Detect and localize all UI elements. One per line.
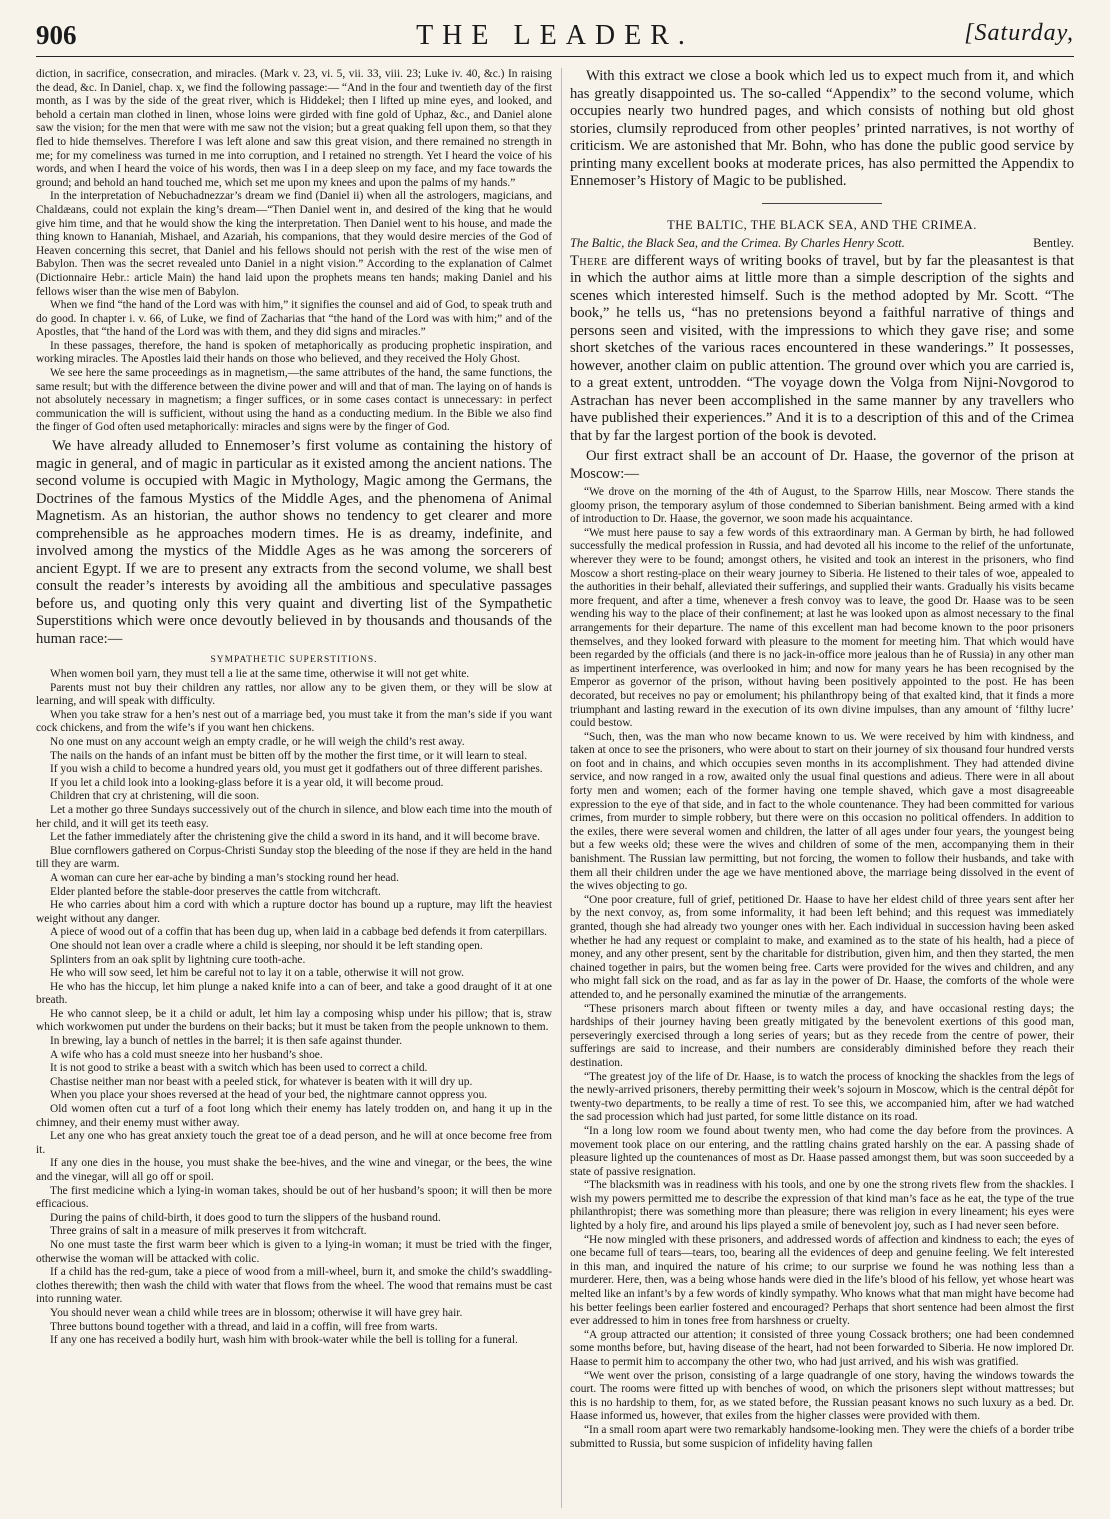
superstition-item: One should not lean over a cradle where a child is sleeping, nor should it be left standing open. <box>50 939 483 952</box>
superstition-item: Parents must not buy their children any rattles, nor allow any to be given them, or they will be slow at learning, and will speak with difficulty. <box>36 681 552 708</box>
superstition-item: He who cannot sleep, be it a child or adult, let him lay a composing whisp under his pillow; that is, straw which workwomen put under the burdens on their backs; but it must be taken from the people unknown to them. <box>36 1007 552 1034</box>
superstition-item: Let any one who has great anxiety touch the great toe of a dead person, and he will at once become free from it. <box>36 1130 552 1156</box>
quoted-paragraph: “In a small room apart were two remarkably handsome-looking men. They were the chiefs of a border tribe submitted to Russia, but some suspicion of infidelity having fallen <box>570 1423 1074 1450</box>
masthead <box>36 16 1074 57</box>
superstition-item: If any one has received a bodily hurt, wash him with brook-water while the bell is tolling for a funeral. <box>50 1334 518 1347</box>
superstition-item: A wife who has a cold must sneeze into her husband’s shoe. <box>50 1048 323 1061</box>
superstition-item: Old women often cut a turf of a foot long which their enemy has lately trodden on, and hang it up in the chimney, and their enemy must wither away. <box>36 1103 552 1129</box>
review-paragraph: We have already alluded to Ennemoser’s first volume as containing the history of magic in general, and of magic in particular as it existed among the ancient nations. The second volume is occupied with Magic in Mythology, Magic among the Germans, the Doctrines of the famous Mystics of the Middle Ages, and the phenomena of Animal Magnetism. As an historian, the author shows no tendency to get clearer and more comprehensible as he approaches modern times. He is as dreamy, indefinite, and involved among the mystics of the Middle Ages as he was among the sorcerers of ancient Egypt. If we are to present any extracts from the second volume, we shall best consult the reader’s interests by avoiding all the ambitious and speculative passages before us, and quoting only this very quaint and diverting list of the Sympathetic Superstitions which were once devoutly believed in by thousands and thousands of the human race:— <box>36 438 552 647</box>
superstition-item: Let the father immediately after the christening give the child a sword in its hand, and it will become brave. <box>50 831 540 844</box>
lead-word: There <box>570 252 608 269</box>
superstition-item: Blue cornflowers gathered on Corpus-Christi Sunday stop the bleeding of the nose if they are held in the hand till they are warm. <box>36 844 552 871</box>
article-paragraph: In these passages, therefore, the hand is spoken of metaphorically as producing prophetic inspiration, and working miracles. The Apostles laid their hands on those who believed, and they received the Holy Ghost. <box>36 339 552 366</box>
superstition-item: Three grains of salt in a measure of milk preserves it from witchcraft. <box>50 1225 367 1238</box>
superstition-item: When you place your shoes reversed at the head of your bed, the nightmare cannot oppress you. <box>50 1089 488 1102</box>
superstition-item: Splinters from an oak split by lightning cure tooth-ache. <box>50 953 306 966</box>
quoted-paragraph: “The greatest joy of the life of Dr. Haase, is to watch the process of knocking the shackles from the legs of the newly-arrived prisoners, thereby permitting their week’s sojourn in Moscow, which is the central dépôt for twenty-two departments, to be really a time of rest. To see this, we accompanied him, after we had watched the sad procession which had just parted, for some little distance on its road. <box>570 1070 1074 1124</box>
superstition-item: The nails on the hands of an infant must be bitten off by the mother the first time, or it will learn to steal. <box>50 749 528 762</box>
superstition-item: During the pains of child-birth, it does good to turn the slippers of the husband round. <box>50 1211 441 1224</box>
review-paragraph <box>570 253 1074 446</box>
superstition-item: If you let a child look into a looking-glass before it is a year old, it will become proud. <box>50 776 444 789</box>
superstition-item: In brewing, lay a bunch of nettles in the barrel; it is then safe against thunder. <box>50 1035 403 1048</box>
superstition-item: No one must taste the first warm beer which is given to a lying-in woman; it must be tried with the finger, otherwise the woman will be attacked with colic. <box>36 1238 552 1265</box>
superstition-item: Chastise neither man nor beast with a peeled stick, for whatever is beaten with it will dry up. <box>50 1075 473 1088</box>
page-number: 906 <box>36 20 77 50</box>
quoted-paragraph: “He now mingled with these prisoners, and addressed words of affection and kindness to each; the eyes of one became full of tears—tears, too, bearing all the evidences of deep and genuine feeling. We felt interested in this man, and inquired the nature of his crime; to our surprise we found he was nothing less than a murderer. Here, then, was a being whose hands were died in the life’s blood of his fellow, yet whose heart was melted like an infant’s by a few words of kindly sympathy. Who knows what that man might have become had his better feelings been earlier fostered and encouraged? Perhaps that short sentence had been almost the first ever addressed to him in tones free from harshness or cruelty. <box>570 1233 1074 1328</box>
book-citation: The Baltic, the Black Sea, and the Crimea. By Charles Henry Scott. <box>570 235 905 250</box>
quoted-paragraph: “In a long low room we found about twenty men, who had come the day before from the provinces. A movement took place on our entering, and the rattling chains grated harshly on the ear. A passing shade of pleasure lighted up the countenances of most as Dr. Haase passed amongst them, but was soon succeeded by a state of passive resignation. <box>570 1124 1074 1178</box>
quoted-paragraph: “These prisoners march about fifteen or twenty miles a day, and have occasional resting days; the hardships of their journey having been greatly mitigated by the benevolent exertions of this good man, perseveringly exercised through a long series of years; but as they recede from the centre of power, their sufferings are said to increase, and their numbers are considerably diminished before they reach their destination. <box>570 1002 1074 1069</box>
superstition-item: No one must on any account weigh an empty cradle, or he will weigh the child’s rest away. <box>50 736 465 748</box>
section-heading: SYMPATHETIC SUPERSTITIONS. <box>210 655 378 666</box>
review-paragraph: Our first extract shall be an account of Dr. Haase, the governor of the prison at Moscow:— <box>570 448 1074 482</box>
superstition-item: He who carries about him a cord with which a rupture doctor has bound up a rupture, may lift the heaviest weight without any danger. <box>36 899 552 925</box>
superstition-item: If you wish a child to become a hundred years old, you must get it godfathers out of three different parishes. <box>50 763 543 776</box>
article-byline <box>570 236 1074 251</box>
left-column <box>36 68 552 1508</box>
quoted-paragraph: “We went over the prison, consisting of a large quadrangle of one story, having the windows towards the court. The rooms were fitted up with benches of wood, on which the prisoners slept without mattresses; but this is no hardship to them, for, as we stated before, the Russian peasant knows no such luxury as a bed. Dr. Haase informed us, however, that exiles from the higher classes were provided with them. <box>570 1369 1074 1423</box>
superstition-item: It is not good to strike a beast with a switch which has been used to correct a child. <box>50 1062 428 1075</box>
article-paragraph: We see here the same proceedings as in magnetism,—the same attributes of the hand, the same functions, the same result; but with the difference between the divine power and will and that of man. The laying on of hands is not absolutely necessary in magnetism; a finger suffices, or in some cases contact is unnecessary: in perfect communication the will is sufficient, without using the hand as a conducting medium. In the Bible we also find the finger of God often used metaphorically: miracles and signs were by the finger of God. <box>36 367 552 434</box>
article-paragraph: In the interpretation of Nebuchadnezzar’s dream we find (Daniel ii) when all the astrologers, magicians, and Chaldæans, could not explain the king’s dream—“Then Daniel went in, and desired of the king that he would give him time, and that he would show the king the interpretation. Then Daniel went to his house, and made the thing known to Hananiah, Mishael, and Azariah, his companions, that they would desire mercies of the God of Heaven concerning this secret, that Daniel and his fellows should not perish with the rest of the wise men of Babylon. Then was the secret revealed unto Daniel in a night vision.” According to the explanation of Calmet (Dictionnaire Hebr.: article Main) the hand laid upon the prophets means ten hands; making Daniel and his fellows wiser than the wise men of Babylon. <box>36 190 552 298</box>
superstition-item: He who has the hiccup, let him plunge a naked knife into a can of beer, and take a good draught of it at one breath. <box>36 980 552 1007</box>
article-paragraph: diction, in sacrifice, consecration, and miracles. (Mark v. 23, vi. 5, vii. 33, viii. 23; Luke iv. 40, &c.) In raising the dead, &c. In Daniel, chap. x, we find the following passage:— “And in the four and twentieth day of the first month, as I was by the side of the great river, which is Hiddekel; then I lifted up mine eyes, and looked, and behold a certain man clothed in linen, whose loins were girded with fine gold of Uphaz, &c., and Daniel alone saw the vision; for the men that were with me saw not the vision; but a great quaking fell upon them, so that they fled to hide themselves. Therefore I was left alone and saw this great vision, and there remained no strength in me; for my comeliness was turned in me into corruption, and I retained no strength. Yet I heard the voice of his words, and when I heard the voice of his words, then was I in a deep sleep on my face, and my face towards the ground; and behold an hand touched me, which set me upon my knees and upon the palms of my hands.” <box>36 68 552 189</box>
quoted-paragraph: “We drove on the morning of the 4th of August, to the Sparrow Hills, near Moscow. There stands the gloomy prison, the temporary asylum of those condemned to Siberian banishment. Being armed with a kind of introduction to Dr. Haase, the governor, we soon made his acquaintance. <box>570 486 1074 526</box>
quoted-paragraph: “We must here pause to say a few words of this extraordinary man. A German by birth, he had followed successfully the medical profession in Russia, and had devoted all his income to the relief of the unfortunate, wherever they were to be found; amongst others, he visited and took an interest in the prisoners, who find Moscow a short resting-place on their weary journey to Siberia. He listened to their tales of woe, appealed to the authorities in their behalf, alleviated their sufferings, and supplied their wants. Gradually his visits became more frequent, and after a time, whenever a fresh convoy was to leave, the good Dr. Haase was to be seen wending his way to the place of their confinement; at last he was looked upon as almost necessary to the final arrangements for their departure. The name of this excellent man had become known to the poor prisoners themselves, and they looked forward with pleasure to the moment for meeting him. That which would have been regarded by the officials (and there is no jack-in-office more jealous than he of Russia) in any other man as impertinent interference, was overlooked in him; and now for many years he has been recognised by the Emperor as governor of the prison, without having been positively appointed to the post. He has been decorated, but receives no pay or emolument; his philanthropy being of that exalted kind, that it finds a more triumphant and lasting reward in the execution of its own divine impulses, than any amount of ‘filthy lucre’ could bestow. <box>570 526 1074 730</box>
superstition-item: A piece of wood out of a coffin that has been dug up, when laid in a cabbage bed defends it from caterpillars. <box>50 926 548 939</box>
column-rule <box>561 68 562 1508</box>
review-paragraph: With this extract we close a book which led us to expect much from it, and which has greatly disappointed us. The so-called “Appendix” to the second volume, which occupies nearly two hundred pages, and which consists of nothing but old ghost stories, clumsily reproduced from other peoples’ printed narratives, is not worthy of criticism. We are astonished that Mr. Bohn, who has done the public good service by printing many excellent books at moderate prices, has also permitted the Appendix to Ennemoser’s History of Magic to be published. <box>570 68 1074 189</box>
superstition-item: When you take straw for a hen’s nest out of a marriage bed, you must take it from the man’s side if you want cock chickens, and from the wife’s if you want hen chickens. <box>36 708 552 735</box>
superstition-item: A woman can cure her ear-ache by binding a man’s stocking round her head. <box>50 871 399 884</box>
article-paragraph: When we find “the hand of the Lord was with him,” it signifies the counsel and aid of God, to speak truth and do good. In chapter i. v. 66, of Luke, we find of Zacharias that “the hand of the Lord was with him;” and of the Apostles, that “the hand of the Lord was with them, and they did signs and miracles.” <box>36 299 552 339</box>
superstition-item: He who will sow seed, let him be careful not to lay it on a table, otherwise it will not grow. <box>50 967 464 980</box>
superstition-item: Children that cry at christening, will die soon. <box>50 790 260 803</box>
newspaper-title: THE LEADER. <box>416 20 694 51</box>
publisher-name: Bentley. <box>1033 235 1074 250</box>
article-title: THE BALTIC, THE BLACK SEA, AND THE CRIMEA. <box>667 217 977 232</box>
superstition-item: If any one dies in the house, you must shake the bee-hives, and the wine and vinegar, or the bees, the wine and the vinegar, will all go off or spoil. <box>36 1157 552 1183</box>
superstition-item: If a child has the red-gum, take a piece of wood from a mill-wheel, burn it, and smoke the child’s swaddling-clothes therewith; then wash the child with water that flows from the wheel. The wood that remains must be cast into running water. <box>36 1266 552 1306</box>
superstition-item: Three buttons bound together with a thread, and laid in a coffin, will free from warts. <box>50 1320 438 1333</box>
superstition-item: The first medicine which a lying-in woman takes, should be out of her husband’s spoon; it will then be more efficacious. <box>36 1184 552 1211</box>
quoted-paragraph: “Such, then, was the man who now became known to us. We were received by him with kindness, and taken at once to see the prisoners, who were about to start on their journey of six thousand four hundred versts on foot and in chains, and which occupies seven months in its accomplishment. They had attended divine service, and now ranged in a row, awaited only the usual final questions and adieus. There were in all about forty men and women; each of the former having one temple shaved, which gave a most disagreeable expression to the eye of that side, and in fact to the whole countenance. They had been committed for various crimes, from murder to simple robbery, but there were on this occasion no political offenders. In addition to the exiles, there were several women and children, the latter of all ages under four years, the youngest being but a few weeks old; these were the wives and children of some of the men, accompanying them in their banishment. The Russian law permitting, but not forcing, the women to follow their husbands, and take with them all their children under the age we have mentioned above, the marriage being dissolved in the event of the wives objecting to go. <box>570 730 1074 893</box>
quoted-paragraph: “One poor creature, full of grief, petitioned Dr. Haase to have her eldest child of three years sent after her by the next convoy, as, from some informality, it had been left behind; and this request was immediately granted, though she had already two younger ones with her. Each individual in succession having been asked whether he had any request or complaint to make, and examined as to the state of his health, had a piece of money, and any other present, sent by the charitable for distribution, given him, and then they started, the men chained together in pairs, but the women being free. Carts were provided for the wives and children, and any who might fall sick on the road, and as far as lay in the power of Dr. Haase, the comforts of the whole were attended to, and he personally examined the minutiæ of the arrangements. <box>570 893 1074 1001</box>
quoted-paragraph: “The blacksmith was in readiness with his tools, and one by one the strong rivets flew from the shackles. I wish my powers permitted me to describe the expression of that kind man’s face as he eat, the type of the true philanthropist; there was something more than pleasure; there was religion in every lineament; his eyes were lighted by a holy fire, and around his lips played a smile of benevolent joy, such as I had never seen before. <box>570 1179 1074 1233</box>
superstition-item: When women boil yarn, they must tell a lie at the same time, otherwise it will not get white. <box>50 668 470 681</box>
superstition-item: Let a mother go three Sundays successively out of the church in silence, and blow each time into the mouth of her child, and it will get its teeth easy. <box>36 803 552 830</box>
issue-day: [Saturday, <box>964 20 1074 46</box>
superstition-item: You should never wean a child while trees are in blossom; otherwise it will have grey hair. <box>50 1306 463 1319</box>
right-column <box>570 68 1074 1508</box>
lead-text: are different ways of writing books of travel, but by far the pleasantest is that in which the author aims at little more than a simple description of the sights and scenes which interested himself. Such is the method adopted by Mr. Scott. “The book,” he tells us, “has no pretensions beyond a faithful narrative of things and persons seen and visited, with the impressions to which they gave rise; and some short sketches of the various races encountered in these wanderings.” It possesses, however, another claim on public attention. The ground over which you are carried is, to a great extent, untrodden. “The voyage down the Volga from Nijni-Novgorod to Astrachan has never been accomplished in the same manner by any travellers who have published their experiences.” And it is to a description of this and of the Crimea that by far the largest portion of the book is devoted. <box>570 252 1074 444</box>
section-divider <box>762 203 882 204</box>
superstition-item: Elder planted before the stable-door preserves the cattle from witchcraft. <box>50 885 381 898</box>
quoted-paragraph: “A group attracted our attention; it consisted of three young Cossack brothers; one had been condemned some months before, but, having disease of the heart, had not been forwarded to Siberia. He now implored Dr. Haase to permit him to accompany the other two, who had just arrived, and his wish was gratified. <box>570 1328 1074 1368</box>
